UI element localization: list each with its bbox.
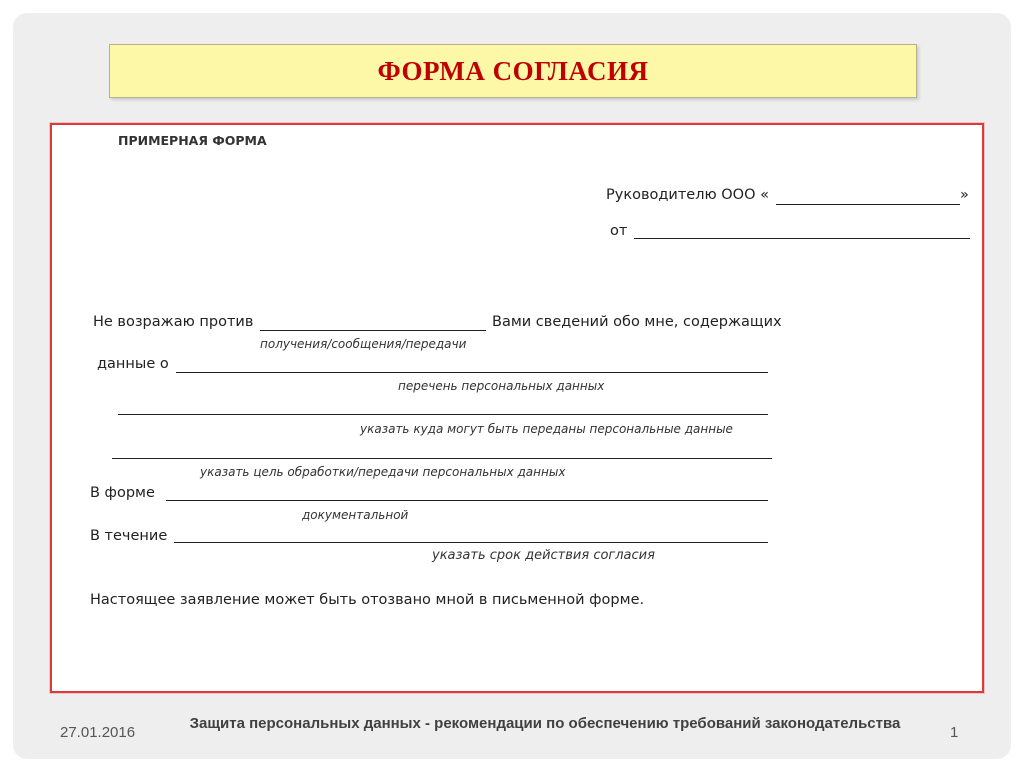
footer-date: 27.01.2016 (60, 724, 136, 741)
purpose-line (112, 458, 772, 459)
consent-line-prefix: Не возражаю против (93, 314, 254, 330)
footer-title: Защита персональных данных - рекомендации по обеспечению требований законодательства (189, 715, 901, 732)
from-label: от (610, 223, 628, 239)
title-box (109, 44, 917, 98)
action-hint: получения/сообщения/передачи (260, 337, 467, 351)
form-line (166, 500, 768, 501)
form-hint: документальной (302, 508, 409, 522)
data-list-hint: перечень персональных данных (398, 379, 605, 393)
consent-line-suffix: Вами сведений обо мне, содержащих (492, 314, 782, 330)
revocation-text: Настоящее заявление может быть отозвано мной в письменной форме. (90, 592, 645, 608)
form-label: В форме (90, 485, 155, 501)
action-line (260, 330, 486, 331)
addressee-text: Руководителю ООО « (606, 187, 769, 203)
term-line (174, 542, 768, 543)
company-name-line (776, 204, 960, 205)
term-label: В течение (90, 528, 168, 544)
addressee-close-quote: » (960, 187, 969, 203)
from-line (634, 238, 970, 239)
slide-title: ФОРМА СОГЛАСИЯ (377, 55, 649, 86)
recipients-line (118, 414, 768, 415)
consent-form-image (50, 123, 984, 693)
data-label: данные о (97, 356, 169, 372)
page-number: 1 (950, 724, 959, 741)
term-hint: указать срок действия согласия (432, 548, 655, 563)
purpose-hint: указать цель обработки/передачи персональных данных (200, 465, 566, 479)
recipients-hint: указать куда могут быть переданы персональные данные (360, 422, 733, 436)
data-list-line (176, 372, 768, 373)
sample-form-label: ПРИМЕРНАЯ ФОРМА (118, 133, 267, 148)
